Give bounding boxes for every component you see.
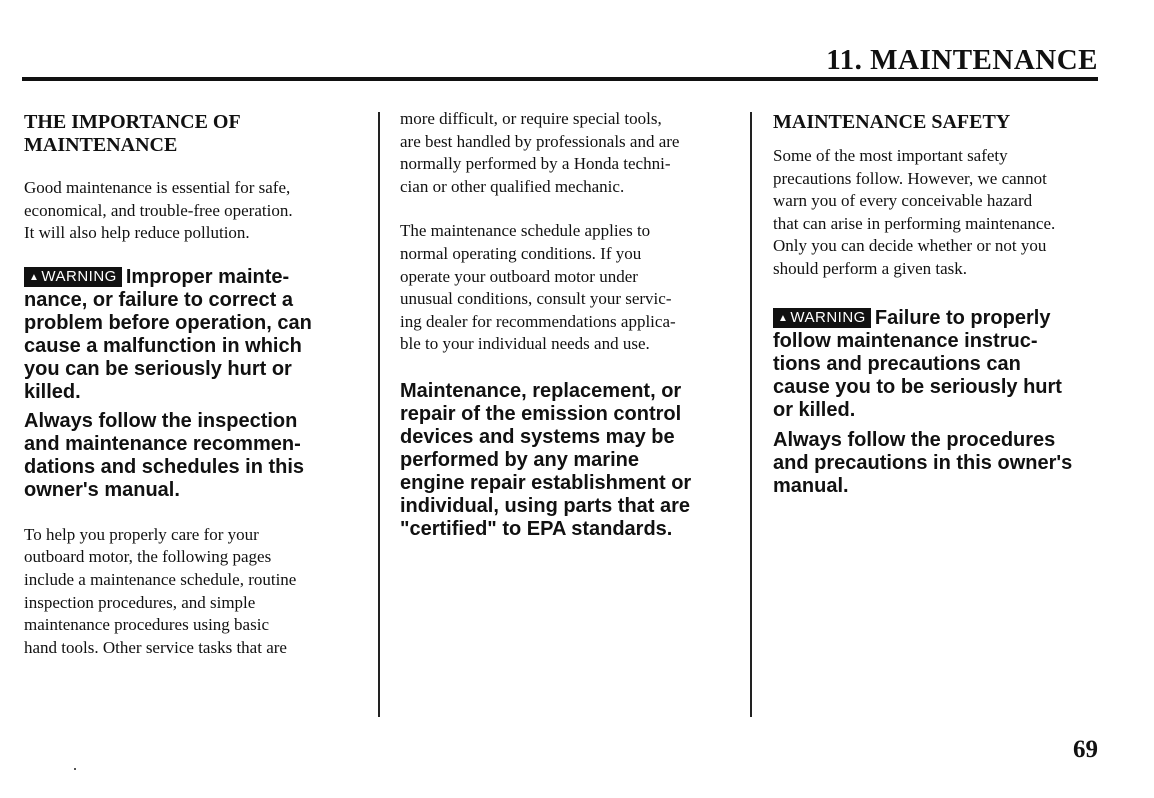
importance-heading	[24, 111, 354, 157]
text-line: performed by any marine	[400, 448, 639, 471]
text-line: Maintenance, replacement, or	[400, 379, 682, 402]
heading-line: MAINTENANCE	[24, 134, 178, 156]
page-number: 69	[1073, 736, 1098, 763]
text-line: killed.	[24, 380, 81, 403]
text-line: precautions follow. However, we cannot	[773, 168, 1047, 188]
text-line: devices and systems may be	[400, 425, 675, 448]
safety-intro	[773, 145, 1103, 281]
emission-control-notice	[400, 380, 735, 541]
warning-badge	[773, 308, 871, 328]
text-line: operate your outboard motor under	[400, 266, 638, 286]
warning-badge-label: WARNING	[790, 308, 866, 326]
text-line: dations and schedules in this	[24, 455, 305, 478]
text-line: The maintenance schedule applies to	[400, 221, 651, 241]
text-line: that can arise in performing maintenance.	[773, 213, 1056, 233]
text-line: tions and precautions can	[773, 352, 1021, 375]
column-divider	[378, 112, 380, 717]
text-line: are best handled by professionals and are	[400, 131, 680, 151]
procedures-advice	[773, 429, 1103, 498]
text-line: hand tools. Other service tasks that are	[24, 637, 287, 657]
section-title: 11. MAINTENANCE	[826, 44, 1098, 76]
schedule-paragraph	[400, 220, 735, 356]
text-line: more difficult, or require special tools,	[400, 109, 662, 128]
text-line: Always follow the procedures	[773, 428, 1056, 451]
text-line: and precautions in this owner's	[773, 451, 1073, 474]
warning-badge-label: WARNING	[41, 267, 117, 285]
text-line: normal operating conditions. If you	[400, 243, 642, 263]
text-line: cause a malfunction in which	[24, 334, 302, 357]
text-line: and maintenance recommen-	[24, 432, 301, 455]
text-line: should perform a given task.	[773, 258, 968, 278]
text-line: inspection procedures, and simple	[24, 592, 256, 612]
safety-heading: MAINTENANCE SAFETY	[773, 111, 1011, 133]
text-line: follow maintenance instruc-	[773, 329, 1038, 352]
importance-intro	[24, 177, 354, 245]
text-line: Always follow the inspection	[24, 409, 298, 432]
text-line: or killed.	[773, 398, 856, 421]
text-line: maintenance procedures using basic	[24, 615, 269, 635]
text-line: you can be seriously hurt or	[24, 357, 292, 380]
warning-triangle-icon: ▲	[778, 312, 789, 324]
text-line: To help you properly care for your	[24, 524, 259, 544]
text-line: ing dealer for recommendations applica-	[400, 311, 676, 331]
text-line: economical, and trouble-free operation.	[24, 200, 293, 220]
improper-maintenance-warning	[24, 266, 354, 404]
header-rule	[22, 77, 1098, 81]
text-line: include a maintenance schedule, routine	[24, 569, 297, 589]
text-line: nance, or failure to correct a	[24, 288, 293, 311]
text-line: Failure to properly	[874, 306, 1051, 329]
text-line: Improper mainte-	[125, 265, 290, 288]
care-paragraph	[24, 524, 354, 660]
text-line: unusual conditions, consult your servic-	[400, 289, 672, 309]
column-divider	[750, 112, 752, 717]
text-line: outboard motor, the following pages	[24, 547, 272, 567]
warning-badge	[24, 267, 122, 287]
warning-triangle-icon: ▲	[29, 271, 40, 283]
text-line: repair of the emission control	[400, 402, 682, 425]
scan-speck	[74, 768, 76, 770]
text-line: normally performed by a Honda techni-	[400, 154, 671, 174]
column-continued	[400, 110, 735, 541]
text-line: Good maintenance is essential for safe,	[24, 178, 291, 197]
continued-paragraph	[400, 108, 735, 198]
text-line: cause you to be seriously hurt	[773, 375, 1062, 398]
text-line: manual.	[773, 474, 849, 497]
inspection-advice	[24, 410, 354, 502]
text-line: cian or other qualified mechanic.	[400, 176, 625, 196]
text-line: warn you of every conceivable hazard	[773, 191, 1033, 211]
text-line: engine repair establishment or	[400, 471, 692, 494]
text-line: owner's manual.	[24, 478, 180, 501]
text-line: Some of the most important safety	[773, 146, 1008, 165]
column-importance	[24, 110, 354, 659]
text-line: individual, using parts that are	[400, 494, 691, 517]
heading-line: THE IMPORTANCE OF	[24, 111, 241, 133]
text-line: problem before operation, can	[24, 311, 312, 334]
text-line: "certified" to EPA standards.	[400, 517, 673, 540]
failure-warning	[773, 307, 1103, 422]
text-line: It will also help reduce pollution.	[24, 223, 250, 243]
text-line: Only you can decide whether or not you	[773, 236, 1047, 256]
text-line: ble to your individual needs and use.	[400, 334, 650, 354]
column-safety	[773, 110, 1103, 498]
